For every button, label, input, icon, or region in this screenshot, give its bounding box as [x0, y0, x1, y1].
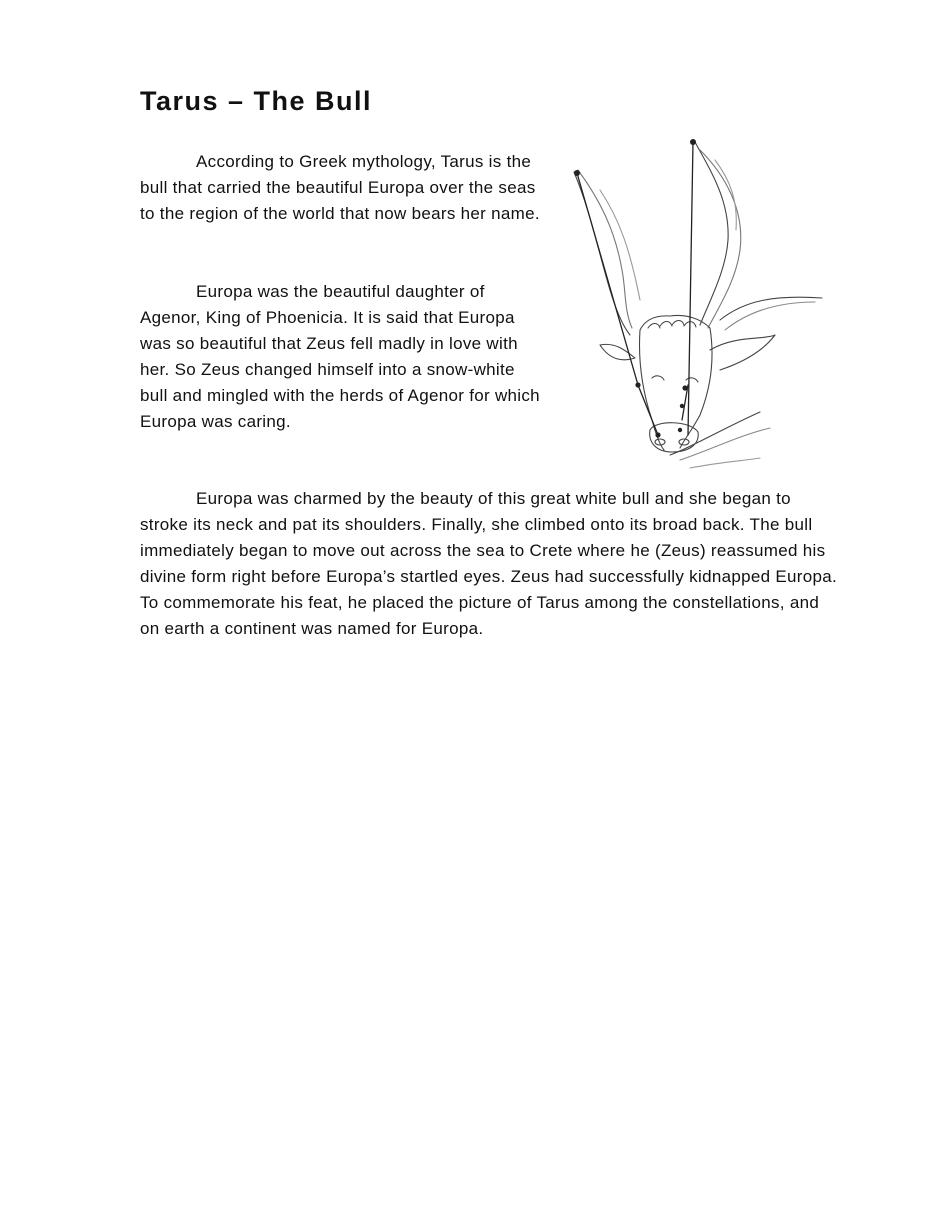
bull-constellation-drawing-icon: [560, 130, 840, 475]
paragraph-europa-zeus: Europa was the beautiful daughter of Agenor, King of Phoenicia. It is said that Europa was so beautiful that Zeus fell madly in love with her. So Zeus changed himself into a snow-white bull and mingled with the herds of Agenor for which Europa was caring.: [140, 282, 540, 431]
paragraph-abduction: Europa was charmed by the beauty of this great white bull and she began to stroke its neck and pat its shoulders. Finally, she climbed onto its broad back. The bull immediately began to move out across the sea to Crete where he (Zeus) reassumed his divine form right before Europa’s startled eyes. Zeus had successfully kidnapped Europa. To commemorate his feat, he placed the picture of Tarus among the constellations, and on earth a continent was named for Europa.: [140, 489, 838, 638]
page-title: Tarus – The Bull: [140, 86, 373, 116]
paragraph-intro: According to Greek mythology, Tarus is the bull that carried the beautiful Europa over the seas to the region of the world that now bears her name.: [140, 152, 540, 223]
